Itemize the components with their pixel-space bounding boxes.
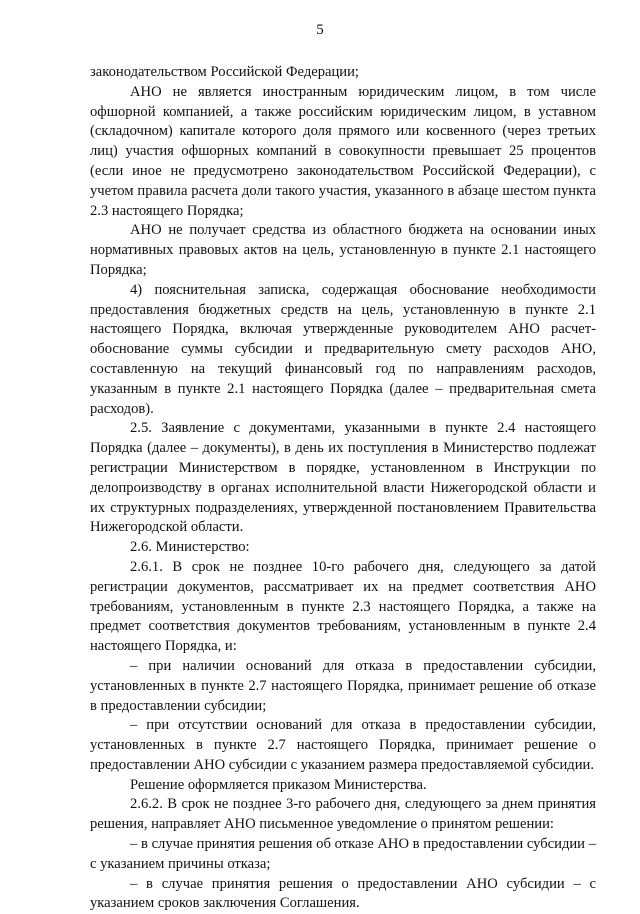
list-item: – в случае принятия решения о предоставлении АНО субсидии – с указанием сроков заключения Соглашения. (90, 875, 596, 912)
paragraph: 2.5. Заявление с документами, указанными в пункте 2.4 настоящего Порядка (далее – документы), в день их поступления в Министерство подлежат регистрации Министерством в порядке, установленном в Инструкции по делопроизводству в органах исполнительной власти Нижегородской области и их структурных подразделениях, утвержденной постановлением Правительства Нижегородской области. (90, 420, 596, 536)
paragraph: 4) пояснительная записка, содержащая обоснование необходимости предоставления бюджетных средств на цель, установленную в пункте 2.1 настоящего Порядка, включая утвержденные руководителем АНО расчет-обоснование суммы субсидии и предварительную смету расходов АНО, составленную на текущий финансовый год по направлениям расходов, указанным в пункте 2.1 настоящего Порядка (далее – предварительная смета расходов). (90, 281, 596, 417)
page-number: 5 (316, 22, 324, 38)
list-item: – в случае принятия решения об отказе АНО в предоставлении субсидии – с указанием причины отказа; (90, 836, 596, 872)
paragraph: 2.6.1. В срок не позднее 10-го рабочего дня, следующего за датой регистрации документов, рассматривает их на предмет соответствия АНО требованиям, установленным в пункте 2.3 настоящего Порядка, а также на предмет соответствия документов требованиям, установленным в пункте 2.4 настоящего Порядка, и: (90, 558, 596, 655)
paragraph: 2.6. Министерство: (130, 539, 250, 556)
paragraph: АНО не получает средства из областного бюджета на основании иных нормативных правовых актов на цель, установленную в пункте 2.1 настоящего Порядка; (90, 222, 596, 278)
paragraph: Решение оформляется приказом Министерства. (130, 776, 427, 793)
list-item: – при отсутствии оснований для отказа в предоставлении субсидии, установленных в пункте 2.7 настоящего Порядка, принимает решение о предоставлении АНО субсидии с указанием размера предоставляемой субсидии. (90, 717, 596, 773)
list-item: – при наличии оснований для отказа в предоставлении субсидии, установленных в пункте 2.7 настоящего Порядка, принимает решение об отказе в предоставлении субсидии; (90, 657, 596, 714)
paragraph: АНО не является иностранным юридическим лицом, в том числе офшорной компанией, а также российским юридическим лицом, в уставном (складочном) капитале которого доля прямого или косвенного (через третьих лиц) участия офшорных компаний в совокупности превышает 25 процентов (если иное не предусмотрено законодательством Российской Федерации), с учетом правила расчета доли такого участия, указанного в абзаце шестом пункта 2.3 настоящего Порядка; (90, 83, 596, 219)
document-body (90, 63, 596, 914)
paragraph: 2.6.2. В срок не позднее 3-го рабочего дня, следующего за днем принятия решения, направляет АНО письменное уведомление о принятом решении: (90, 796, 596, 833)
paragraph: законодательством Российской Федерации; (90, 64, 359, 80)
